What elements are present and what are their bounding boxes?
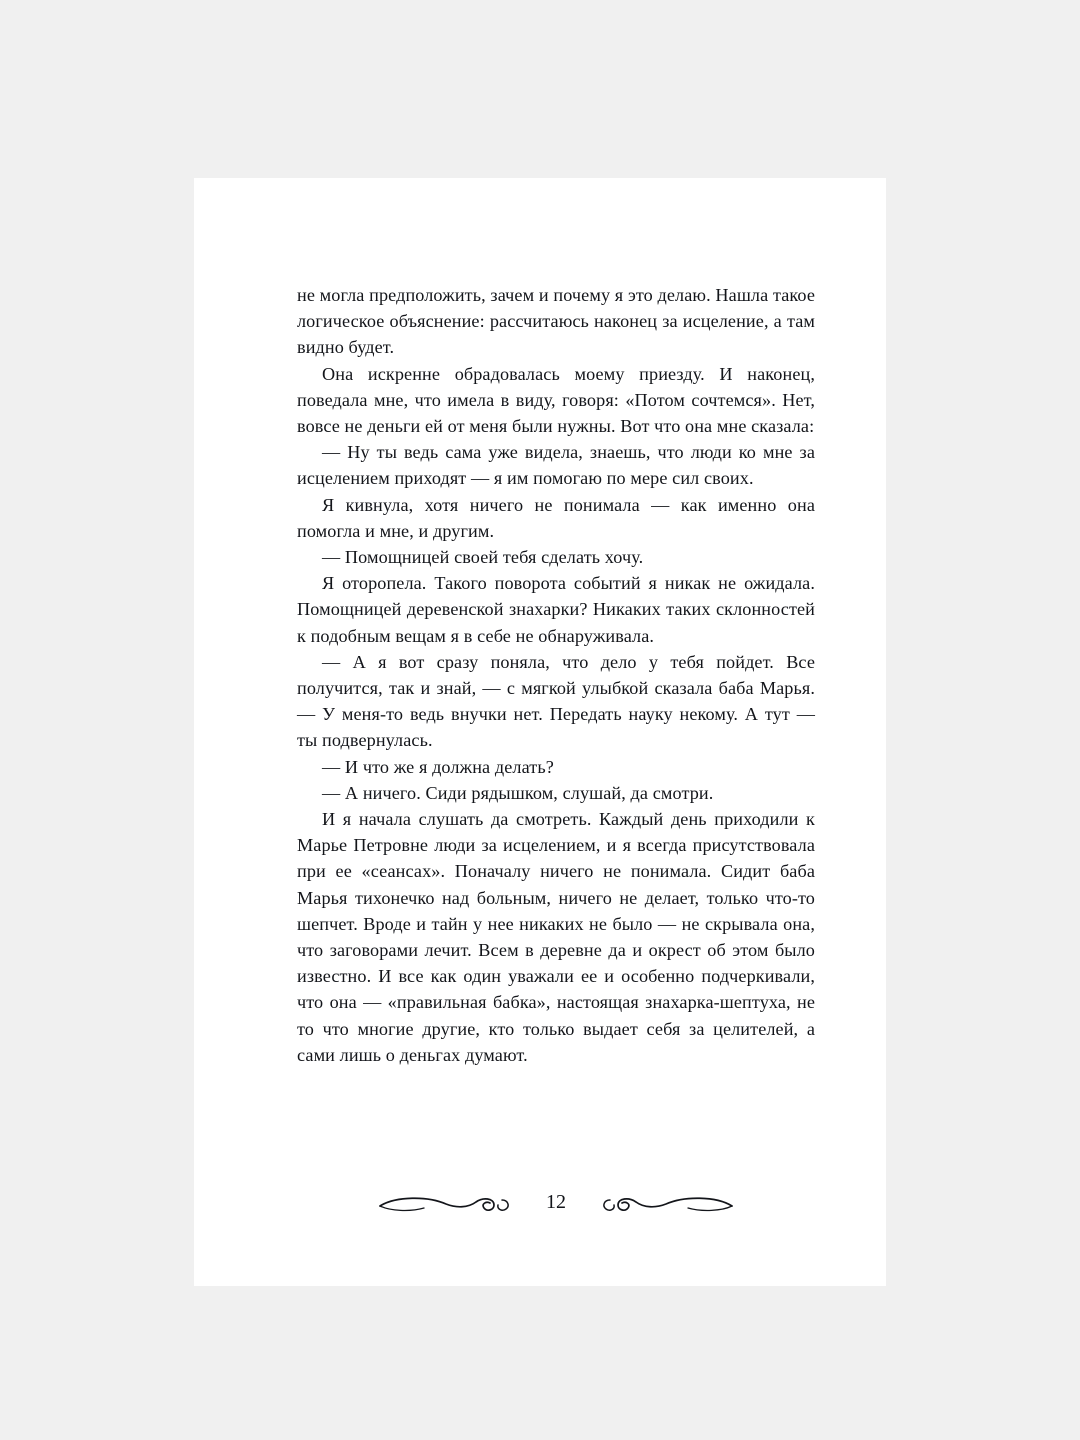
paragraph: — Помощницей своей тебя сделать хочу.	[322, 547, 644, 568]
ornament-right-icon	[576, 1188, 736, 1218]
paragraph: не могла предположить, зачем и почему я это делаю. Нашла такое логическое объяснение: рассчитаюсь наконец за исцеление, а там видно будет.	[297, 285, 815, 358]
paragraph: — А ничего. Сиди рядышком, слушай, да смотри.	[322, 782, 714, 803]
page-number: 12	[546, 1191, 566, 1213]
paragraph: И я начала слушать да смотреть. Каждый день приходили к Марье Петровне люди за исцелением, и я всегда присутствовала при ее «сеансах». Поначалу ничего не понимала. Сидит баба Марья тихонечко над больным, ничего не делает, только что-то шепчет. Вроде и тайн у нее никаких не было — не скрывала она, что заговорами лечит. Всем в деревне да и окрест об этом было известно. И все как один уважали ее и особенно подчеркивали, что она — «правильная бабка», настоящая знахарка-шептуха, не то что многие другие, кто только выдает себя за целителей, а сами лишь о деньгах думают.	[297, 809, 815, 1065]
ornament-left-icon	[376, 1188, 536, 1218]
paragraph: Я кивнула, хотя ничего не понимала — как именно она помогла и мне, и другим.	[297, 494, 815, 541]
page-footer	[297, 1183, 815, 1223]
paragraph: Я оторопела. Такого поворота событий я никак не ожидала. Помощницей деревенской знахарки? Никаких таких склонностей к подобным вещам я в себе не обнаруживала.	[297, 573, 815, 646]
book-page	[194, 178, 886, 1286]
paragraph: — А я вот сразу поняла, что дело у тебя пойдет. Все получится, так и знай, — с мягкой улыбкой сказала баба Марья. — У меня-то ведь внучки нет. Передать науку некому. А тут — ты подвернулась.	[297, 651, 815, 751]
page-body-text	[297, 282, 815, 1068]
paragraph: — Ну ты ведь сама уже видела, знаешь, что люди ко мне за исцелением приходят — я им помогаю по мере сил своих.	[297, 442, 815, 489]
paragraph: — И что же я должна делать?	[322, 756, 554, 777]
paragraph: Она искренне обрадовалась моему приезду. И наконец, поведала мне, что имела в виду, говоря: «Потом сочтемся». Нет, вовсе не деньги ей от меня были нужны. Вот что она мне сказала:	[297, 363, 815, 437]
